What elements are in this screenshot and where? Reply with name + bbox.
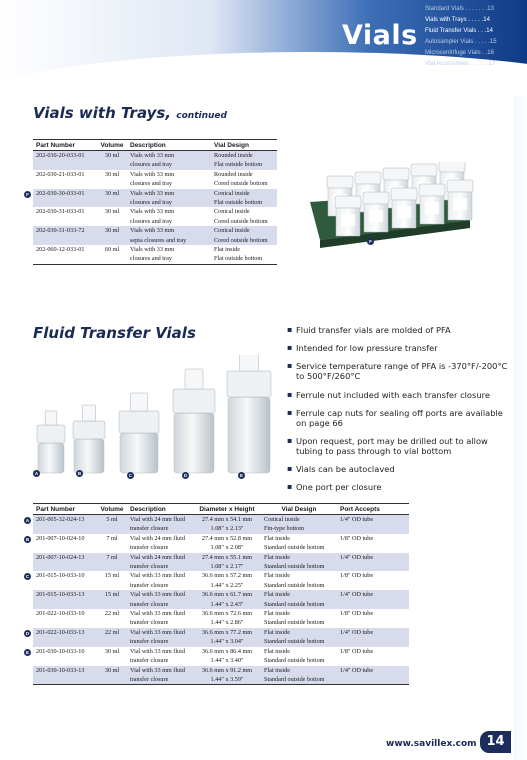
cell-description: transfer closure — [130, 619, 169, 627]
cell-vial-design: Rounded inside — [211, 151, 277, 161]
tray-vial — [391, 188, 417, 228]
cell-blank — [33, 236, 97, 245]
trays-table-header — [33, 140, 277, 151]
cell-dimensions: 27.4 mm x 52.8 mm — [201, 534, 253, 542]
cell-vial-design: Conical inside — [211, 226, 277, 235]
cell-description: Vials with 33 mm — [130, 170, 175, 178]
cell-description: Vials with 33 mm — [130, 246, 175, 254]
bullet-item: ▪ Ferrule cap nuts for sealing off ports are available on page 66 — [287, 408, 512, 428]
cell-port: 1/4" OD tube — [337, 590, 409, 599]
right-edge-stripe — [514, 96, 527, 760]
cell-port: 1/8" OD tube — [340, 572, 374, 580]
page-number-badge: 14 — [480, 731, 511, 753]
cell-part: 201-030-10-033-13 — [33, 666, 97, 675]
cell-blank — [97, 524, 127, 533]
cell-dimensions: 36.6 mm x 91.2 mm — [193, 666, 261, 675]
table-row — [33, 647, 409, 656]
tray-vial-cap — [327, 176, 353, 188]
cell-volume: 30 ml — [104, 208, 120, 216]
cell-part: 201-005-32-024-13 — [33, 515, 97, 525]
cell-dimensions: 1.44" x 2.86" — [210, 619, 244, 627]
cell-blank — [33, 562, 97, 571]
nav-item[interactable]: Fluid Transfer Vials . . .14 — [425, 28, 493, 34]
cell-vial-design: Rounded inside — [214, 170, 253, 178]
cell-volume: 30 ml — [97, 666, 127, 675]
transfer-vial-body — [174, 413, 214, 473]
tray-vial-label — [341, 214, 355, 226]
transfer-vial-closure — [173, 389, 215, 413]
tray-vial-cap — [439, 162, 465, 172]
bullet-item: ▪ Ferrule nut included with each transfer closure — [287, 390, 512, 400]
trays-table — [33, 139, 277, 265]
cell-dimensions: 1.44" x 2.43" — [193, 600, 261, 609]
cell-volume: 30 ml — [97, 151, 127, 161]
table-row — [33, 170, 277, 179]
cell-dimensions: 1.08" x 2.13" — [193, 524, 261, 533]
cell-vial-design: Flat inside — [261, 628, 337, 637]
row-marker-f: F — [24, 191, 31, 198]
cell-volume: 60 ml — [104, 246, 120, 254]
col-header-port-accepts: Port Accepts — [337, 504, 409, 515]
cell-blank — [337, 543, 409, 552]
nav-item[interactable]: Vial Accessories . . . . . .17 — [425, 61, 496, 67]
cell-blank — [33, 600, 97, 609]
tray-vial-cap — [335, 196, 361, 208]
cell-description: Vials with 33 mm — [127, 226, 211, 235]
cell-vial-design: Standard outside bottom — [261, 675, 337, 685]
cell-description: closures and tray — [127, 198, 211, 207]
cell-dimensions: 1.08" x 2.17" — [193, 562, 261, 571]
tray-vial-cap — [447, 180, 473, 192]
cell-description: transfer closure — [130, 581, 169, 589]
transfer-vial-body — [120, 433, 158, 473]
cell-description: Vial with 33 mm fluid — [130, 647, 185, 655]
tray-vial-cap — [363, 192, 389, 204]
col-header-diameter-height: Diameter x Height — [193, 504, 261, 515]
photo-marker-c: C — [128, 473, 133, 478]
cell-vial-design: Flat inside — [264, 647, 290, 655]
cell-vial-design: Standard outside bottom — [261, 600, 337, 609]
table-row — [33, 553, 409, 562]
cell-volume: 7 ml — [97, 553, 127, 562]
tray-vial-cap — [419, 184, 445, 196]
cell-blank — [33, 543, 97, 552]
tray-vial — [363, 192, 389, 232]
cell-vial-design: Conical inside — [211, 189, 277, 198]
table-row-cont — [33, 198, 277, 207]
cell-vial-design: Flat inside — [261, 553, 337, 562]
table-row-cont — [33, 179, 277, 188]
transfer-vial — [173, 369, 215, 473]
cell-volume: 7 ml — [106, 534, 118, 542]
row-marker-d: D — [25, 630, 30, 636]
cell-part: 201-007-10-024-13 — [33, 553, 97, 562]
cell-vial-design: Flat inside — [264, 534, 290, 542]
cell-blank — [33, 179, 97, 188]
cell-blank — [97, 179, 127, 188]
cell-port: 1/4" OD tube — [337, 666, 409, 675]
cell-dimensions: 1.44" x 2.25" — [210, 581, 244, 589]
col-header-description: Description — [127, 504, 193, 515]
cell-blank — [33, 524, 97, 533]
cell-blank — [97, 581, 127, 590]
cell-vial-design: Flat outside bottom — [211, 160, 277, 169]
table-row-cont — [33, 217, 277, 226]
transfer-vial-body — [228, 397, 270, 473]
cell-description: Vial with 24 mm fluid — [127, 553, 193, 562]
cell-dimensions: 36.6 mm x 86.4 mm — [201, 647, 253, 655]
cell-description: Vials with 33 mm — [127, 151, 211, 161]
cell-description: transfer closure — [130, 544, 169, 552]
tray-vial-cap — [391, 188, 417, 200]
cell-blank — [33, 160, 97, 169]
header-banner — [0, 0, 527, 96]
cell-part: 201-022-10-033-10 — [36, 610, 85, 618]
cell-blank — [337, 562, 409, 571]
cell-vial-design: Standard outside bottom — [261, 562, 337, 571]
tray-vial — [419, 184, 445, 224]
col-header-part: Part Number — [33, 140, 97, 151]
cell-blank — [337, 618, 409, 627]
cell-dimensions: 27.4 mm x 55.1 mm — [193, 553, 261, 562]
cell-port: 1/8" OD tube — [340, 534, 374, 542]
table-row — [33, 590, 409, 599]
cell-vial-design: Standard outside bottom — [264, 581, 325, 589]
cell-blank — [337, 581, 409, 590]
transfer-vial — [37, 411, 65, 473]
transfer-vial-port — [240, 355, 259, 371]
col-header-vial-design: Vial Design — [211, 140, 277, 151]
photo-marker-f: F — [367, 238, 374, 245]
cell-blank — [33, 656, 97, 665]
cell-vial-design: Flat outside bottom — [211, 254, 277, 264]
col-header-volume: Volume — [97, 140, 127, 151]
table-row — [33, 515, 409, 525]
cell-description: Vial with 33 mm fluid — [130, 572, 185, 580]
cell-blank — [97, 254, 127, 264]
cell-description: Vial with 24 mm fluid — [130, 534, 185, 542]
nav-item[interactable]: Standard Vials . . . . . . .13 — [425, 6, 494, 12]
nav-item[interactable]: Vials with Trays . . . . .14 — [425, 17, 490, 23]
tray-vial-label — [425, 202, 439, 214]
transfer-vial-port — [185, 369, 203, 389]
cell-description: Vials with 33 mm — [127, 189, 211, 198]
transfer-vial-body — [38, 443, 64, 473]
cell-port: 1/4" OD tube — [337, 553, 409, 562]
table-row — [33, 609, 409, 618]
cell-description: closures and tray — [130, 180, 172, 188]
table-row — [33, 571, 409, 580]
table-row-cont — [33, 543, 409, 552]
cell-blank — [97, 562, 127, 571]
cell-port: 1/4" OD tube — [337, 628, 409, 637]
cell-part: 201-007-10-024-10 — [36, 534, 85, 542]
row-marker-c: C — [25, 574, 30, 580]
feature-bullet-list — [287, 325, 512, 501]
row-marker-a: A — [25, 518, 30, 523]
cell-volume: 30 ml — [104, 647, 120, 655]
transfer-vial-body — [74, 439, 104, 473]
cell-vial-design: Flat inside — [264, 572, 290, 580]
cell-vial-design: Standard outside bottom — [264, 544, 325, 552]
cell-blank — [97, 600, 127, 609]
table-row-cont — [33, 656, 409, 665]
transfer-vial-closure — [119, 411, 159, 433]
transfer-vial-closure — [37, 425, 65, 443]
cell-blank — [97, 236, 127, 245]
col-header-vial-design: Vial Design — [261, 504, 337, 515]
cell-part: 202-030-31-033-72 — [33, 226, 97, 235]
cell-volume: 22 ml — [104, 610, 120, 618]
cell-vial-design: Flat inside — [261, 590, 337, 599]
table-row-cont — [33, 160, 277, 169]
cell-description: closures and tray — [130, 217, 172, 225]
tray-vial-cap — [355, 172, 381, 184]
tray-vial-cap — [383, 168, 409, 180]
transfer-vial — [119, 393, 159, 473]
row-marker-e: E — [25, 649, 29, 655]
cell-dimensions: 1.08" x 2.08" — [210, 544, 244, 552]
cell-blank — [33, 581, 97, 590]
cell-vial-design: Conical inside — [261, 515, 337, 525]
footer-url[interactable]: www.savillex.com — [386, 739, 477, 749]
cell-description: closures and tray — [127, 160, 211, 169]
table-row-cont — [33, 600, 409, 609]
cell-description: transfer closure — [130, 657, 169, 665]
cell-dimensions: 36.6 mm x 72.6 mm — [201, 610, 253, 618]
cell-blank — [337, 637, 409, 646]
col-header-volume: Volume — [97, 504, 127, 515]
cell-volume: 15 ml — [97, 590, 127, 599]
cell-description: Vial with 24 mm fluid — [127, 515, 193, 525]
cell-description: transfer closure — [127, 562, 193, 571]
cell-blank — [33, 637, 97, 646]
cell-description: closures and tray — [127, 254, 211, 264]
cell-part: 201-030-10-033-10 — [36, 647, 85, 655]
transfer-vial-port — [130, 393, 147, 411]
cell-vial-design: Cored outside bottom — [211, 236, 277, 245]
table-row-cont — [33, 524, 409, 533]
cell-volume: 15 ml — [104, 572, 120, 580]
table-row — [33, 189, 277, 198]
cell-port: 1/8" OD tube — [340, 610, 374, 618]
page-title: Vials — [342, 20, 418, 51]
bullet-item: ▪ Intended for low pressure transfer — [287, 343, 512, 353]
cell-part: 201-015-10-033-13 — [33, 590, 97, 599]
bullet-item: ▪ Fluid transfer vials are molded of PFA — [287, 325, 512, 335]
cell-port: 1/4" OD tube — [337, 515, 409, 525]
photo-marker-e: E — [239, 473, 243, 478]
cell-part: 202-030-31-033-01 — [36, 208, 85, 216]
cell-dimensions: 36.6 mm x 61.7 mm — [193, 590, 261, 599]
trays-title-suffix: continued — [176, 111, 227, 121]
cell-dimensions: 1.44" x 3.04" — [193, 637, 261, 646]
table-row-cont — [33, 236, 277, 245]
cell-blank — [97, 637, 127, 646]
transfer-vial-closure — [73, 421, 105, 439]
table-row-cont — [33, 618, 409, 627]
cell-blank — [33, 217, 97, 226]
nav-item[interactable]: Microcentrifuge Vials . .16 — [425, 50, 494, 56]
table-row — [33, 151, 277, 161]
cell-blank — [337, 600, 409, 609]
transfer-vial-port — [45, 411, 57, 425]
cell-part: 202-030-30-033-01 — [33, 189, 97, 198]
cell-description: transfer closure — [127, 675, 193, 685]
section-nav — [425, 4, 527, 70]
cell-blank — [337, 656, 409, 665]
photo-marker-d: D — [183, 473, 188, 478]
cell-blank — [33, 254, 97, 264]
cell-part: 201-022-10-033-13 — [33, 628, 97, 637]
nav-item[interactable]: Autosampler Vials . . . . .15 — [425, 39, 497, 45]
cell-description: Vial with 33 mm fluid — [130, 610, 185, 618]
photo-marker-a: A — [34, 471, 39, 476]
cell-dimensions: 27.4 mm x 54.1 mm — [193, 515, 261, 525]
cell-vial-design: Standard outside bottom — [264, 619, 325, 627]
cell-blank — [97, 618, 127, 627]
table-row-cont — [33, 675, 409, 685]
cell-vial-design: Flat inside — [214, 246, 240, 254]
table-row — [33, 534, 409, 543]
tray-vial-cap — [411, 164, 437, 176]
bullet-item: ▪ Upon request, port may be drilled out to allow tubing to pass through to vial bottom — [287, 436, 512, 456]
cell-volume: 30 ml — [97, 189, 127, 198]
cell-dimensions: 36.6 mm x 57.2 mm — [201, 572, 253, 580]
cell-part: 202-060-12-033-01 — [36, 246, 85, 254]
cell-vial-design: Standard outside bottom — [261, 637, 337, 646]
cell-vial-design: Cored outside bottom — [214, 217, 268, 225]
transfer-vial — [227, 355, 271, 473]
cell-part: 201-015-10-033-10 — [36, 572, 85, 580]
tray-vial-label — [397, 206, 411, 218]
bullet-item: ▪ Service temperature range of PFA is -370°F/-200°C to 500°F/260°C — [287, 361, 512, 381]
cell-blank — [97, 543, 127, 552]
cell-blank — [97, 160, 127, 169]
col-header-part: Part Number — [33, 504, 97, 515]
cell-volume: 30 ml — [97, 226, 127, 235]
cell-part: 202-030-20-033-01 — [33, 151, 97, 161]
row-marker-b: B — [25, 536, 30, 542]
cell-blank — [97, 675, 127, 685]
cell-volume: 5 ml — [97, 515, 127, 525]
cell-blank — [97, 656, 127, 665]
table-row-cont — [33, 254, 277, 264]
tray-vial — [447, 180, 473, 220]
transfer-vial — [73, 405, 105, 473]
transfer-vial-port — [82, 405, 96, 421]
cell-vial-design: Standard outside bottom — [264, 657, 325, 665]
cell-blank — [33, 198, 97, 207]
cell-dimensions: 36.6 mm x 77.2 mm — [193, 628, 261, 637]
fluid-section-title: Fluid Transfer Vials — [33, 324, 196, 342]
fluid-table — [33, 503, 409, 685]
bullet-item: ▪ Vials can be autoclaved — [287, 464, 512, 474]
cell-blank — [33, 675, 97, 685]
table-row — [33, 666, 409, 675]
cell-vial-design: Conical inside — [214, 208, 250, 216]
cell-blank — [337, 675, 409, 685]
cell-description: septa closures and tray — [127, 236, 211, 245]
fluid-table-header — [33, 504, 409, 515]
cell-description: Vial with 33 mm fluid — [127, 666, 193, 675]
cell-dimensions: 1.44" x 3.40" — [210, 657, 244, 665]
cell-part: 202-030-21-033-01 — [36, 170, 85, 178]
cell-vial-design: Flat outside bottom — [211, 198, 277, 207]
table-row — [33, 226, 277, 235]
bullet-item: ▪ One port per closure — [287, 482, 512, 492]
table-row — [33, 245, 277, 254]
trays-section-title — [33, 104, 227, 122]
cell-description: Vials with 33 mm — [130, 208, 175, 216]
cell-port: 1/8" OD tube — [340, 647, 374, 655]
table-row — [33, 628, 409, 637]
cell-blank — [97, 217, 127, 226]
trays-title-text: Vials with Trays, — [33, 104, 172, 122]
cell-volume: 22 ml — [97, 628, 127, 637]
cell-description: Vial with 33 mm fluid — [127, 590, 193, 599]
cell-description: transfer closure — [127, 637, 193, 646]
cell-vial-design: Cored outside bottom — [214, 180, 268, 188]
tray-vial-label — [453, 198, 467, 210]
table-row — [33, 207, 277, 216]
cell-description: transfer closure — [127, 600, 193, 609]
cell-vial-design: Fin-type bottom — [261, 524, 337, 533]
table-row-cont — [33, 581, 409, 590]
cell-blank — [97, 198, 127, 207]
table-row-cont — [33, 637, 409, 646]
transfer-vial-closure — [227, 371, 271, 397]
cell-vial-design: Flat inside — [261, 666, 337, 675]
photo-marker-b: B — [77, 471, 82, 476]
cell-vial-design: Flat inside — [264, 610, 290, 618]
tray-vial — [335, 196, 361, 236]
vials-with-tray-photo — [298, 162, 476, 252]
cell-blank — [33, 618, 97, 627]
cell-description: Vial with 33 mm fluid — [127, 628, 193, 637]
col-header-description: Description — [127, 140, 211, 151]
table-row-cont — [33, 562, 409, 571]
tray-vial-label — [369, 210, 383, 222]
fluid-transfer-vials-photo — [30, 355, 280, 483]
cell-volume: 30 ml — [104, 170, 120, 178]
cell-blank — [337, 524, 409, 533]
cell-dimensions: 1.44" x 3.59" — [193, 675, 261, 685]
cell-description: transfer closure — [127, 524, 193, 533]
